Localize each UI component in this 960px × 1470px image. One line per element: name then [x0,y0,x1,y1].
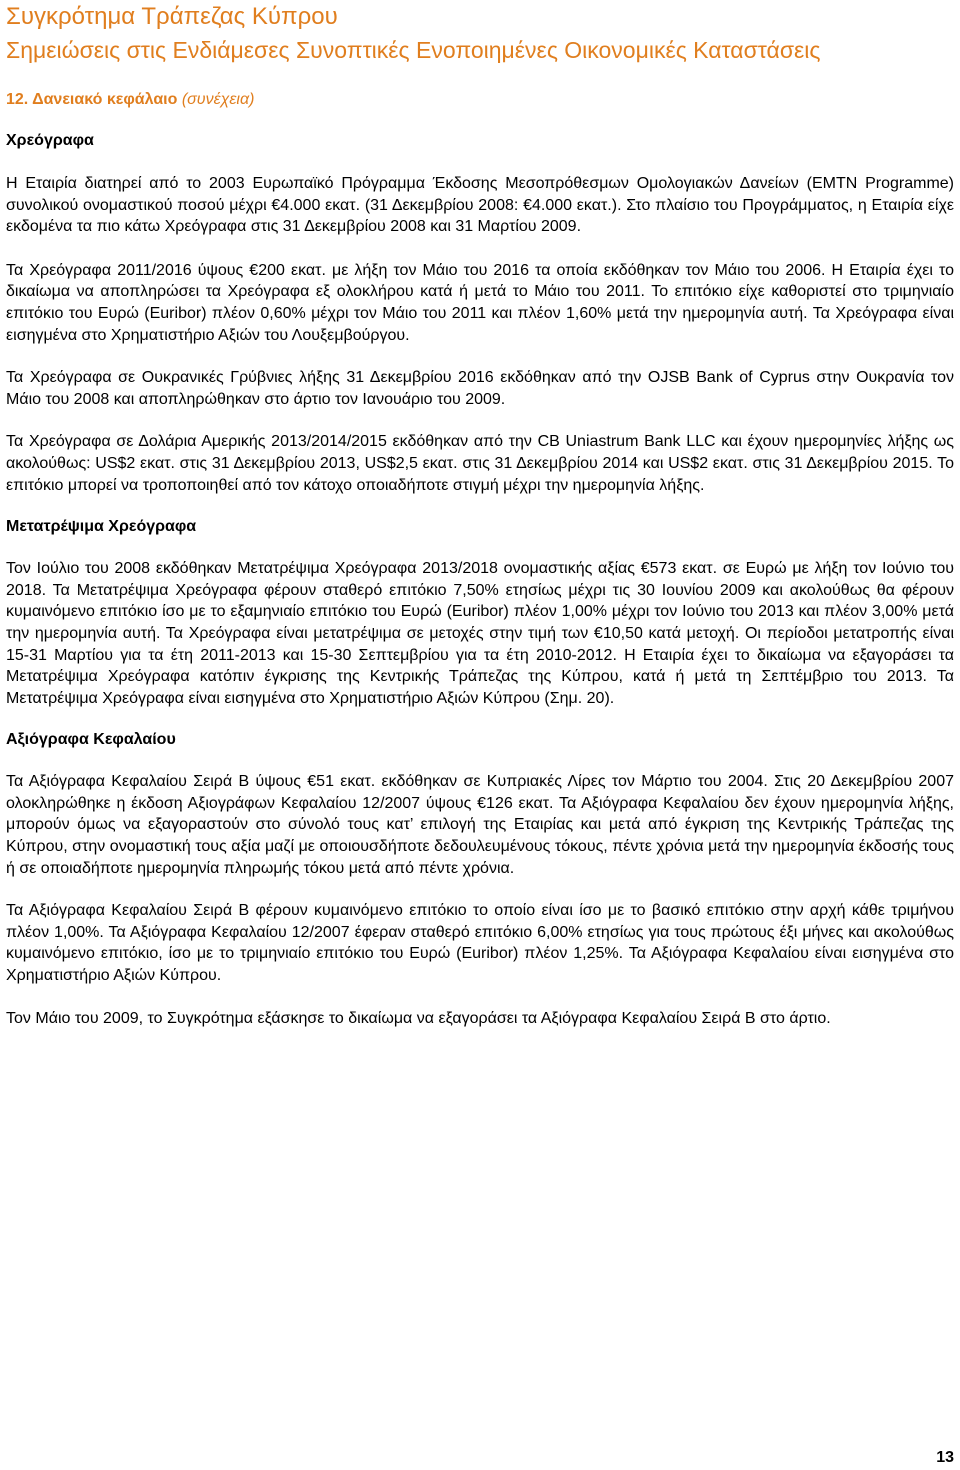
capital-heading: Αξιόγραφα Κεφαλαίου [6,731,176,749]
bonds-paragraph: Τα Χρεόγραφα σε Ουκρανικές Γρύβνιες λήξης 31 Δεκεμβρίου 2016 εκδόθηκαν από την OJSB Bank of Cyprus στην Ουκρανία τον Μάιο του 2008 και αποπληρώθηκαν στο άρτιο τον Ιανουάριο του 2009. [6,369,954,408]
bonds-paragraph: Τα Χρεόγραφα σε Δολάρια Αμερικής 2013/2014/2015 εκδόθηκαν από την CB Uniastrum Bank LLC και έχουν ημερομηνίες λήξης ως ακολούθως: US$2 εκατ. στις 31 Δεκεμβρίου 2013, US$2,5 εκατ. στις 31 Δεκεμβρίου 2014 και US$2 εκατ. στις 31 Δεκεμβρίου 2015. Το επιτόκιο μπορεί να τροποποιηθεί από τον κάτοχο οποιαδήποτε στιγμή μέχρι την ημερομηνία λήξης. [6,433,954,494]
document-subtitle: Σημειώσεις στις Ενδιάμεσες Συνοπτικές Ενοποιημένες Οικονομικές Καταστάσεις [6,37,821,63]
document-title: Συγκρότημα Τράπεζας Κύπρου [6,3,338,30]
page-number: 13 [936,1449,954,1466]
bonds-paragraph: Τα Χρεόγραφα 2011/2016 ύψους €200 εκατ. με λήξη τον Μάιο του 2016 τα οποία εκδόθηκαν τον Μάιο του 2006. Η Εταιρία έχει το δικαίωμα να αποπληρώσει τα Χρεόγραφα εξ ολοκλήρου κατά ή μετά το Μάιο του 2011. Το επιτόκιο είχε καθοριστεί στο τριμηνιαίο επιτόκιο του Ευρώ (Euribor) πλέον 0,60% μέχρι τον Μάιο του 2011 και πλέον 1,60% μετά την ημερομηνία αυτή. Τα Χρεόγραφα είναι εισηγμένα στο Χρηματιστήριο Αξιών του Λουξεμβούργου. [6,261,954,344]
capital-paragraph: Τον Μάιο του 2009, το Συγκρότημα εξάσκησε το δικαίωμα να εξαγοράσει τα Αξιόγραφα Κεφαλαίου Σειρά Β στο άρτιο. [6,1009,831,1027]
bonds-paragraph: Η Εταιρία διατηρεί από το 2003 Ευρωπαϊκό Πρόγραμμα Έκδοσης Μεσοπρόθεσμων Ομολογιακών Δανείων (EMTN Programme) συνολικού ονομαστικού ποσού μέχρι €4.000 εκατ. (31 Δεκεμβρίου 2008: €4.000 εκατ.). Στο πλαίσιο του Προγράμματος, η Εταιρία είχε εκδομένα τα πιο κάτω Χρεόγραφα στις 31 Δεκεμβρίου 2008 και 31 Μαρτίου 2009. [6,175,954,236]
section-number-title: 12. Δανειακό κεφάλαιο [6,91,178,108]
section-heading [6,90,954,110]
bonds-heading: Χρεόγραφα [6,132,94,149]
capital-paragraph: Τα Αξιόγραφα Κεφαλαίου Σειρά Β ύψους €51 εκατ. εκδόθηκαν σε Κυπριακές Λίρες τον Μάρτιο του 2004. Στις 20 Δεκεμβρίου 2007 ολοκληρώθηκε η έκδοση Αξιογράφων Κεφαλαίου 12/2007 ύψους €126 εκατ. Τα Αξιόγραφα Κεφαλαίου δεν έχουν ημερομηνία λήξης, μπορούν όμως να εξαγοραστούν στο σύνολό τους κατ’ επιλογή της Εταιρίας και μετά από έγκριση της Κεντρικής Τράπεζας της Κύπρου, στην ονομαστική τους αξία μαζί με οποιουσδήποτε δεδουλευμένους τόκους, πέντε χρόνια μετά την ημερομηνία έκδοσής τους ή σε οποιαδήποτε ημερομηνία πληρωμής τόκου μετά από πέντε χρόνια. [6,773,954,877]
convertible-heading: Μετατρέψιμα Χρεόγραφα [6,518,197,536]
section-continued: (συνέχεια) [181,91,255,108]
document-page [6,0,954,1029]
capital-paragraph: Τα Αξιόγραφα Κεφαλαίου Σειρά Β φέρουν κυμαινόμενο επιτόκιο το οποίο είναι ίσο με το βασικό επιτόκιο στην αρχή κάθε τριμήνου πλέον 1,00%. Τα Αξιόγραφα Κεφαλαίου 12/2007 έφεραν σταθερό επιτόκιο 6,00% ετησίως για τους πρώτους έξι μήνες και ακολούθως κυμαινόμενο επιτόκιο, ίσο με το τριμηνιαίο επιτόκιο του Ευρώ (Euribor) πλέον 1,25%. Τα Αξιόγραφα Κεφαλαίου είναι εισηγμένα στο Χρηματιστήριο Αξιών Κύπρου. [6,902,954,985]
convertible-paragraph: Τον Ιούλιο του 2008 εκδόθηκαν Μετατρέψιμα Χρεόγραφα 2013/2018 ονομαστικής αξίας €573 εκατ. σε Ευρώ με λήξη τον Ιούνιο του 2018. Τα Μετατρέψιμα Χρεόγραφα φέρουν σταθερό επιτόκιο 7,50% ετησίως μέχρι τις 30 Ιουνίου 2009 και ακολούθως θα φέρουν κυμαινόμενο επιτόκιο ίσο με το εξαμηνιαίο επιτόκιο του Ευρώ (Euribor) πλέον 1,00% μέχρι τον Ιούνιο του 2013 και πλέον 3,00% μετά την ημερομηνία αυτή. Τα Χρεόγραφα είναι μετατρέψιμα σε μετοχές στην τιμή των €10,50 κατά μετοχή. Οι περίοδοι μετατροπής είναι 15-31 Μαρτίου για τα έτη 2011-2013 και 15-30 Σεπτεμβρίου για τα έτη 2010-2012. Η Εταιρία έχει το δικαίωμα να εξαγοράσει τα Μετατρέψιμα Χρεόγραφα κατόπιν έγκρισης της Κεντρικής Τράπεζας της Κύπρου, κατά ή μετά τη Σεπτέμβριο του 2013. Τα Μετατρέψιμα Χρεόγραφα είναι εισηγμένα στο Χρηματιστήριο Αξιών Κύπρου (Σημ. 20). [6,560,954,707]
